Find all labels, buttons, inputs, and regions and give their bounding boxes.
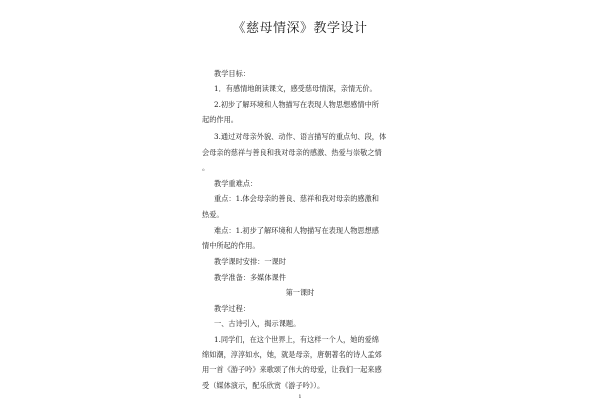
objective-2-line-2: 起的作用。: [202, 115, 238, 124]
process-heading: 教学过程：: [214, 304, 250, 313]
page-number: 1: [298, 394, 302, 400]
key-point-line-2: 热爱。: [202, 210, 224, 219]
step-1: 一、古诗引入，揭示课题。: [214, 319, 301, 328]
objective-3-line-1: 3.通过对母亲外貌、动作、语言描写的重点句、段，体: [214, 132, 387, 141]
objectives-heading: 教学目标：: [214, 69, 250, 78]
objective-2-line-1: 2.初步了解环境和人物描写在表现人物思想感情中所: [214, 100, 379, 109]
difficulty-line-1: 难点：1.初步了解环境和人物描写在表现人物思想感: [214, 226, 379, 235]
preparation-line: 教学准备：多媒体课件: [214, 273, 286, 282]
lesson-heading: 第一课时: [285, 288, 315, 297]
key-points-heading: 教学重难点：: [214, 179, 258, 188]
paragraph-line-3: 用一首《游子吟》来歌颂了伟大的母爱，让我们一起来感: [202, 365, 382, 374]
document-title: 《慈母情深》教学设计: [232, 21, 368, 36]
objective-3-line-3: 。: [202, 163, 210, 172]
paragraph-line-2: 绵如潮，淳淳如水，她，就是母亲，唐朝著名的诗人孟郊: [202, 350, 382, 359]
key-point-line-1: 重点：1.体会母亲的善良、慈祥和我对母亲的感激和: [214, 194, 379, 203]
paragraph-line-1: 1.同学们，在这个世界上，有这样一个人，她的爱绵: [214, 335, 379, 344]
objective-1: 1．有感情地朗读课文，感受慈母情深，亲情无价。: [214, 84, 377, 93]
difficulty-line-2: 情中所起的作用。: [202, 241, 260, 250]
objective-3-line-2: 会母亲的慈祥与善良和我对母亲的感激、热爱与崇敬之情: [202, 148, 382, 157]
schedule-line: 教学课时安排：一课时: [214, 257, 286, 266]
paragraph-line-4: 受（媒体演示，配乐欣赏《游子吟》）。: [202, 381, 325, 390]
